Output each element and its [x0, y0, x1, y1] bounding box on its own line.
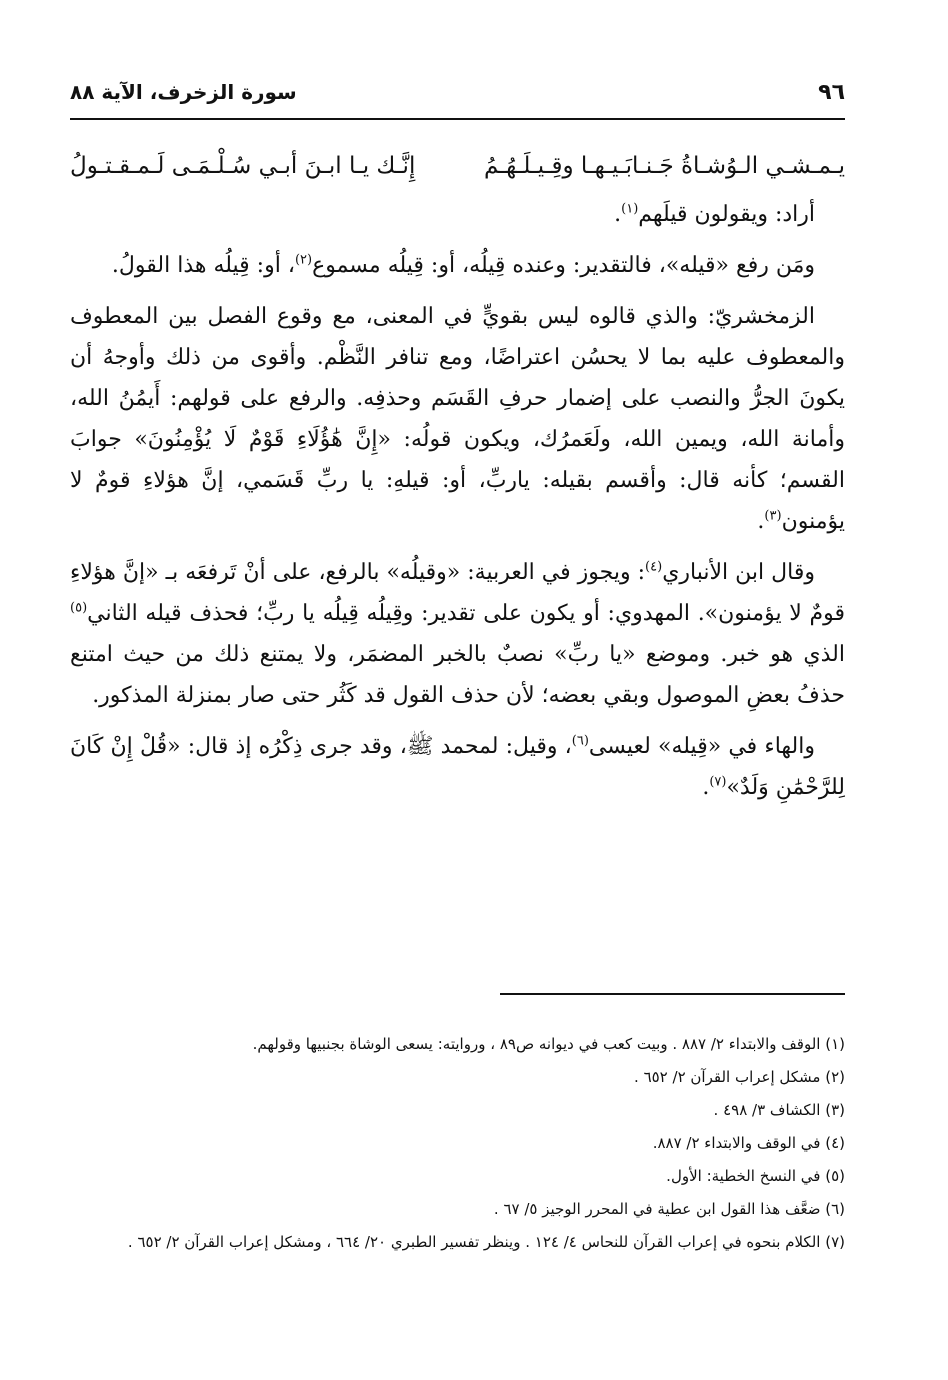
header-divider: [70, 118, 845, 120]
footnote-6: (٦) ضعَّف هذا القول ابن عطية في المحرر الوجيز ٥/ ٦٧ .: [493, 1200, 845, 1218]
footnote-divider: [500, 993, 845, 995]
running-header: [70, 72, 845, 112]
footnote-2: (٢) مشكل إعراب القرآن ٢/ ٦٥٢ .: [634, 1068, 845, 1086]
footnote-ref-4: (٤): [645, 559, 663, 575]
footnote-ref-6: (٦): [571, 733, 589, 749]
footnote-5: (٥) في النسخ الخطية: الأول.: [666, 1167, 845, 1185]
poetry-verse: [70, 138, 845, 194]
surah-title: سورة الزخرف، الآية ٨٨: [70, 80, 297, 104]
paragraph-3: الزمخشريّ: والذي قالوه ليس بقويٍّ في المعنى، مع وقوع الفصل بين المعطوف والمعطوف عليه بما لا يحسُن اعتراضًا، ومع تنافر النَّظْم. وأقوى من ذلك وأوجهُ أن يكونَ الجرُّ والنصب على إضمار حرفِ القَسَم وحذفِه. والرفع على قولهم: أَيمُنُ الله، وأمانة الله، ويمين الله، ولَعَمرُك، ويكون قولُه: «إِنَّ هَٰؤُلَاءِ قَوْمٌ لَا يُؤْمِنُونَ» جوابَ القسم؛ كأنه قال: وأقسم بقيله: ياربِّ، أو: قيلهِ: يا ربِّ قَسَمي، إنَّ هؤلاءِ قومٌ لا يؤمنون$^{(٣)}$.: [70, 304, 846, 534]
footnote-4: (٤) في الوقف والابتداء ٢/ ٨٨٧.: [652, 1134, 845, 1152]
paragraph-5: والهاء في «قِيله» لعيسى$^{(٦)}$، وقيل: لمحمد ﷺ، وقد جرى ذِكْرُه إذ قال: «قُلْ إِنْ كَانَ لِلرَّحْمَٰنِ وَلَدٌ»$^{(٧)}$.: [70, 733, 845, 800]
footnote-ref-2: (٢): [294, 252, 313, 268]
paragraph-4: وقال ابن الأنباري$^{(٤)}$: ويجوز في العربية: «وقيلُه» بالرفع، على أنْ تَرفعَه بـ «إنَّ هؤلاءِ قومٌ لا يؤمنون». المهدوي: أو يكون على تقدير: وقِيلُه قِيلُه يا ربِّ؛ فحذف قيله الثاني$^{(٥)}$ الذي هو خبر. وموضع «يا ربِّ» نصبٌ بالخبر المضمَر، ولا يمتنع ذلك من حيث امتنع حذفُ بعضِ الموصول وبقي بعضه؛ لأن حذف القول قد كَثُر حتى صار بمنزلة المذكور.: [70, 559, 845, 708]
verse-hemistich-left: يـمـشـي الـوُشـاةُ جَـنـابَـيـهـا وقِـيـلَـهُـمُ: [484, 152, 845, 179]
footnote-3: (٣) الكشاف ٣/ ٤٩٨ .: [713, 1101, 845, 1119]
verse-hemistich-right: إِنَّـك يـا ابـنَ أبـي سُـلْـمَـى لَـمـقـتـولُ: [70, 152, 416, 179]
footnote-ref-5: (٥): [70, 600, 88, 616]
main-text: [70, 138, 845, 818]
footnote-7: (٧) الكلام بنحوه في إعراب القرآن للنحاس ٤/ ١٢٤ . وينظر تفسير الطبري ٢٠/ ٦٦٤ ، ومشكل إعراب القرآن ٢/ ٦٥٢ .: [127, 1233, 845, 1251]
footnote-ref-3: (٣): [764, 508, 782, 524]
footnote-ref-1: (١): [621, 201, 639, 217]
footnotes: [70, 1030, 845, 1261]
paragraph-2: ومَن رفع «قيله»، فالتقدير: وعنده قِيلُه، أو: قِيلُه مسموع$^{(٢)}$، أو: قِيلُه هذا القولُ.: [111, 252, 815, 278]
page-number: ٩٦: [818, 79, 845, 105]
paragraph-1: أراد: ويقولون قيلَهم$^{(١)}$.: [614, 201, 815, 227]
footnote-1: (١) الوقف والابتداء ٢/ ٨٨٧ . وبيت كعب في ديوانه ص٨٩ ، وروايته: يسعى الوشاة بجنبيها وقولهم.: [252, 1035, 845, 1053]
footnote-ref-7: (٧): [709, 774, 727, 790]
